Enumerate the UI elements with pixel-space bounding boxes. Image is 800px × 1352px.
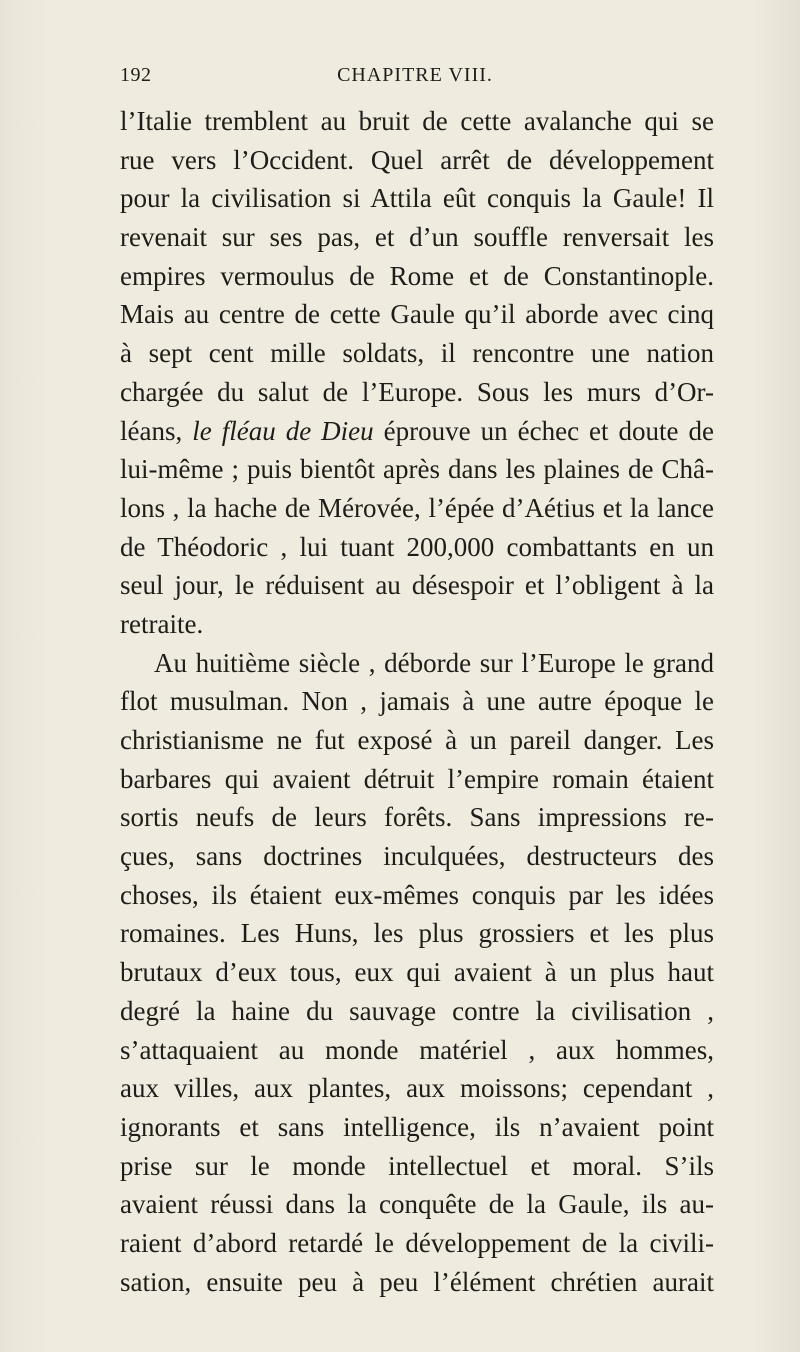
text-line: sation, ensuite peu à peu l’élément chrétien aurait	[120, 1266, 714, 1297]
text-line: prise sur le monde intellectuel et moral. S’ils	[120, 1150, 714, 1181]
text-line: barbares qui avaient détruit l’empire romain étaient	[120, 763, 714, 794]
text-segment: éprouve un échec et doute de	[373, 415, 714, 446]
text-line	[120, 412, 714, 451]
text-line: revenait sur ses pas, et d’un souffle renversait les	[120, 222, 714, 253]
text-line: avaient réussi dans la conquête de la Gaule, ils au-	[120, 1189, 714, 1220]
text-line: seul jour, le réduisent au désespoir et l’obligent à la	[120, 570, 714, 601]
text-line: romaines. Les Huns, les plus grossiers et les plus	[120, 918, 714, 949]
text-line: raient d’abord retardé le développement de la civili-	[120, 1227, 714, 1258]
text-line: ignorants et sans intelligence, ils n’avaient point	[120, 1111, 714, 1142]
body-text	[120, 102, 714, 1301]
text-line: pour la civilisation si Attila eût conquis la Gaule! Il	[120, 183, 714, 214]
page-header	[120, 64, 710, 94]
text-segment: léans,	[120, 415, 193, 446]
text-line: flot musulman. Non , jamais à une autre époque le	[120, 686, 714, 717]
page-number: 192	[120, 64, 152, 86]
text-line: aux villes, aux plantes, aux moissons; cependant ,	[120, 1073, 714, 1104]
text-line: rue vers l’Occident. Quel arrêt de développement	[120, 144, 714, 175]
text-line: choses, ils étaient eux-mêmes conquis par les idées	[120, 879, 714, 910]
text-line: retraite.	[120, 608, 204, 639]
running-head: CHAPITRE VIII.	[337, 64, 493, 86]
text-line: de Théodoric , lui tuant 200,000 combattants en un	[120, 531, 714, 562]
text-line: sortis neufs de leurs forêts. Sans impressions re-	[120, 802, 714, 833]
text-line: chargée du salut de l’Europe. Sous les murs d’Or-	[120, 376, 714, 407]
text-line: christianisme ne fut exposé à un pareil danger. Les	[120, 725, 714, 755]
text-line: Mais au centre de cette Gaule qu’il aborde avec cinq	[120, 299, 714, 330]
text-line: degré la haine du sauvage contre la civilisation ,	[120, 995, 714, 1026]
italic-phrase: le fléau de Dieu	[192, 415, 374, 446]
text-line: lui-même ; puis bientôt après dans les plaines de Châ-	[120, 454, 714, 485]
text-line: à sept cent mille soldats, il rencontre une nation	[120, 338, 714, 369]
text-line: çues, sans doctrines inculquées, destructeurs des	[120, 841, 714, 872]
text-line: lons , la hache de Mérovée, l’épée d’Aétius et la lance	[120, 492, 714, 523]
text-line: Au huitième siècle , déborde sur l’Europe le grand	[154, 647, 714, 678]
text-line: brutaux d’eux tous, eux qui avaient à un plus haut	[120, 957, 714, 988]
text-line: s’attaquaient au monde matériel , aux hommes,	[120, 1034, 714, 1065]
text-line: empires vermoulus de Rome et de Constantinople.	[120, 260, 714, 291]
text-line: l’Italie tremblent au bruit de cette avalanche qui se	[120, 106, 714, 136]
